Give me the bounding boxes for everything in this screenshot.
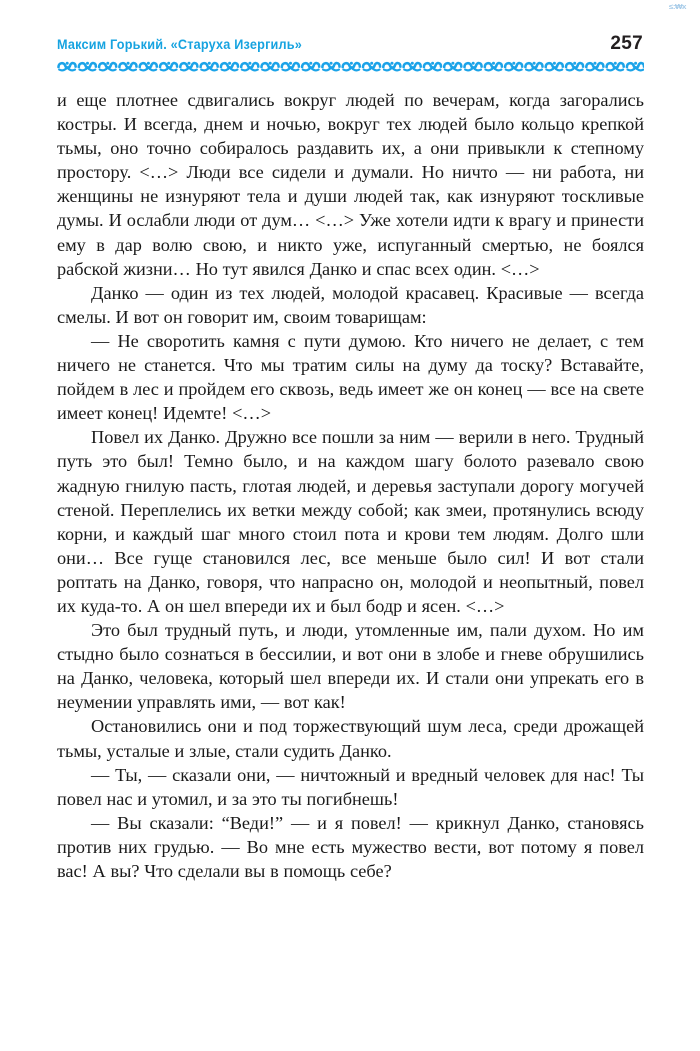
braid-ornament-icon — [57, 58, 644, 73]
running-head-title: Максим Горький. «Старуха Изергиль» — [57, 37, 303, 52]
paragraph: Повел их Данко. Дружно все пошли за ним — верили в него. Трудный путь это был! Темно было, и на каждом шагу болото разевало свою жадную гнилую пасть, глотая людей, и деревья заступали дорогу могучей стеной. Переплелись их ветки между собой; как змеи, протянулись всюду корни, и каждый шаг много стоил пота и крови тем людям. Долго шли они… Все гуще становился лес, все меньше было сил! И вот стали роптать на Данко, говоря, что напрасно он, молодой и неопытный, повел их куда-то. А он шел впереди их и был бодр и ясен. <…> — [57, 427, 644, 616]
paragraph: Данко — один из тех людей, молодой красавец. Красивые — всегда смелы. И вот он говорит им, своим товарищам: — [57, 282, 644, 327]
paragraph: — Вы сказали: “Веди!” — и я повел! — крикнул Данко, становясь против них грудью. — Во мне есть мужество вести, вот потому я повел вас! А вы? Что сделали вы в помощь себе? — [57, 812, 644, 881]
paragraph: — Не своротить камня с пути думою. Кто ничего не делает, с тем ничего не станется. Что мы тратим силы на думу да тоску? Вставайте, пойдем в лес и пройдем его сквозь, ведь имеет же он конец — все на свете имеет конец! Идемте! <…> — [57, 330, 644, 424]
paragraph: — Ты, — сказали они, — ничтожный и вредный человек для нас! Ты повел нас и утомил, и за это ты погибнешь! — [57, 764, 644, 809]
page-number: 257 — [610, 33, 643, 54]
paragraph: и еще плотнее сдвигались вокруг людей по вечерам, когда загорались костры. И всегда, днем и ночью, вокруг тех людей было кольцо крепкой тьмы, оно точно собиралось раздавить их, а они привыкли к степному простору. <…> Люди все сидели и думали. Но ничто — ни работа, ни женщины не изнуряют тела и души людей так, как изнуряют тоскливые думы. И ослабли люди от дум… <…> Уже хотели идти к врагу и принести ему в дар волю свою, и никто уже, испуганный смертью, не боялся рабской жизни… Но тут явился Данко и спас всех один. <…> — [57, 90, 644, 279]
running-head — [57, 33, 643, 55]
paragraph: Это был трудный путь, и люди, утомленные им, пали духом. Но им стыдно было сознаться в бессилии, и вот они в злобе и гневе обрушились на Данко, человека, который шел впереди их. И стали они упрекать его в неумении управлять ими, — вот как! — [57, 620, 644, 713]
braid-ornament-rule — [57, 58, 644, 73]
body-text-column — [57, 88, 644, 883]
corner-watermark: ≤:₩х — [668, 2, 686, 11]
paragraph: Остановились они и под торжествующий шум леса, среди дрожащей тьмы, усталые и злые, стали судить Данко. — [57, 716, 644, 761]
